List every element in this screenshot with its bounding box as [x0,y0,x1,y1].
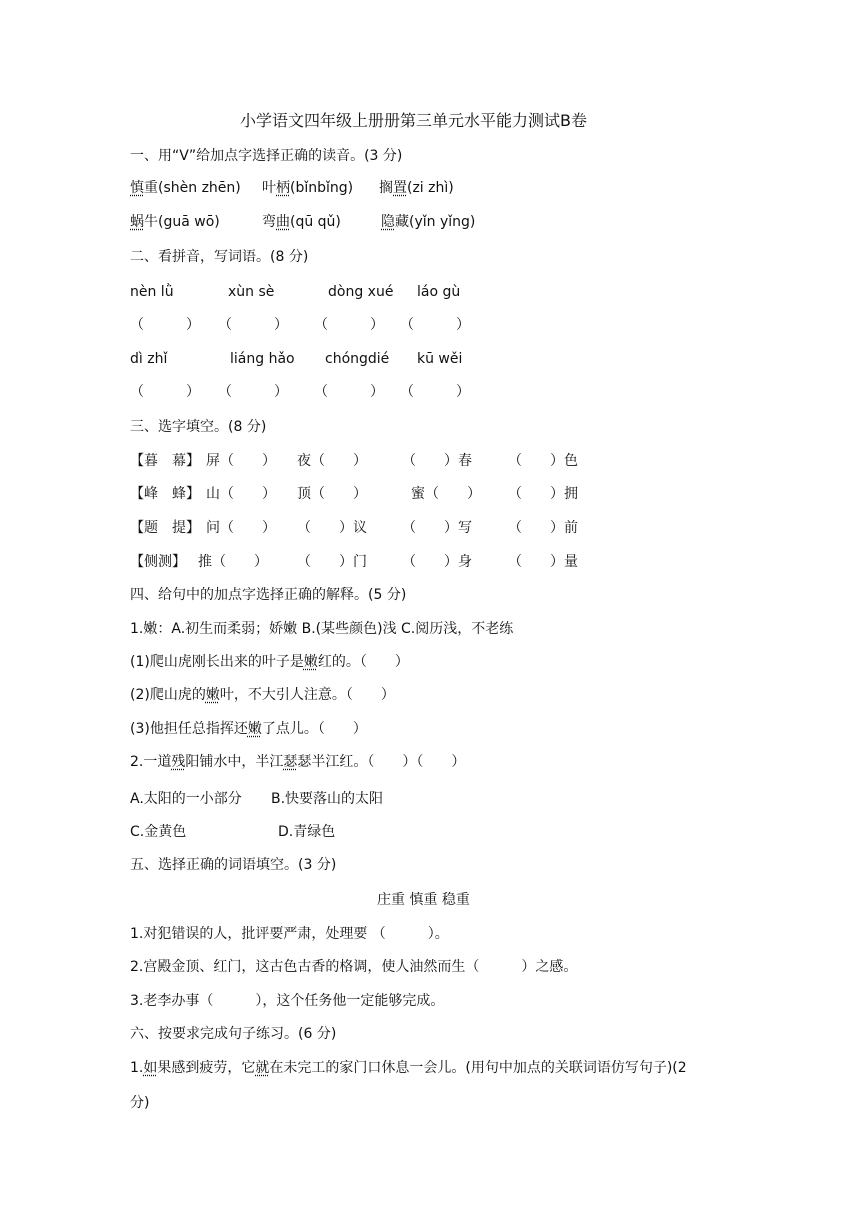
section-1-heading: 一、用“V”给加点字选择正确的读音。(3 分) [130,148,403,164]
fill-item[interactable]: （ ）身 [402,554,472,570]
fill-item[interactable]: 推（ ） [198,554,268,570]
option-d: D.青绿色 [278,824,336,840]
pinyin: dì zhǐ [130,351,168,367]
pinyin: dòng xué [328,284,394,300]
pinyin: nèn lǜ [130,284,174,300]
question-1: 1.嫩：A.初生而柔弱；娇嫩 B.(某些颜色)浅 C.阅历浅，不老练 [130,621,514,637]
fill-item[interactable]: 顶（ ） [297,486,367,502]
fill-item[interactable]: （ ）色 [508,453,578,469]
fill-item[interactable]: 蜜（ ） [411,486,481,502]
answer-blank[interactable]: （ ） [218,384,288,400]
pinyin: liáng hǎo [230,351,295,367]
s1-item: 叶柄(bǐnbǐng) [262,180,354,196]
word-choices: 庄重 慎重 稳重 [377,892,470,908]
fill-item[interactable]: （ ）门 [297,554,367,570]
question-1b: (2)爬山虎的嫩叶，不大引人注意。（ ） [130,687,395,703]
section-6-heading: 六、按要求完成句子练习。(6 分) [130,1026,337,1042]
section-4-heading: 四、给句中的加点字选择正确的解释。(5 分) [130,587,407,603]
s1-item: 隐藏(yǐn yǐng) [381,214,476,230]
answer-blank[interactable]: （ ） [400,384,470,400]
page-title: 小学语文四年级上册册第三单元水平能力测试B卷 [240,111,587,130]
char-group: 【暮 幕】 [130,453,200,469]
s1-item: 蜗牛(guā wō) [130,214,220,230]
option-a: A.太阳的一小部分 [130,791,242,807]
question-5-3: 3.老李办事（ ），这个任务他一定能够完成。 [130,993,445,1009]
s1-item: 弯曲(qū qǔ) [262,214,341,230]
char-group: 【侧测】 [130,554,186,570]
s1-item: 慎重(shèn zhēn) [130,180,241,196]
section-3-heading: 三、选字填空。(8 分) [130,419,267,435]
pinyin: chóngdié [325,351,390,367]
fill-item[interactable]: （ ）量 [508,554,578,570]
question-6-1-cont: 分) [130,1095,150,1111]
fill-item[interactable]: 问（ ） [206,520,276,536]
fill-item[interactable]: 山（ ） [206,486,276,502]
answer-blank[interactable]: （ ） [400,317,470,333]
answer-blank[interactable]: （ ） [218,317,288,333]
pinyin: kū wěi [417,351,463,367]
fill-item[interactable]: （ ）前 [508,520,578,536]
fill-item[interactable]: （ ）拥 [508,486,578,502]
option-b: B.快要落山的太阳 [271,791,384,807]
question-5-1: 1.对犯错误的人，批评要严肃，处理要 （ ）。 [130,926,449,942]
fill-item[interactable]: 屏（ ） [206,453,276,469]
char-group: 【峰 蜂】 [130,486,200,502]
fill-item[interactable]: （ ）议 [297,520,367,536]
answer-blank[interactable]: （ ） [314,317,384,333]
answer-blank[interactable]: （ ） [130,317,200,333]
question-6-1: 1.如果感到疲劳，它就在未完工的家门口休息一会儿。(用句中加点的关联词语仿写句子)(2 [130,1060,687,1076]
s1-item: 搁置(zi zhì) [379,180,454,196]
fill-item[interactable]: （ ）写 [402,520,472,536]
char-group: 【题 提】 [130,520,200,536]
pinyin: láo gù [417,284,461,300]
question-1a: (1)爬山虎刚长出来的叶子是嫩红的。（ ） [130,654,409,670]
pinyin: xùn sè [228,284,275,300]
answer-blank[interactable]: （ ） [130,384,200,400]
fill-item[interactable]: 夜（ ） [297,453,367,469]
section-2-heading: 二、看拼音，写词语。(8 分) [130,249,309,265]
fill-item[interactable]: （ ）春 [402,453,472,469]
question-2: 2.一道残阳铺水中，半江瑟瑟半江红。（ ）（ ） [130,754,466,770]
question-5-2: 2.宫殿金顶、红门，这古色古香的格调，使人油然而生（ ）之感。 [130,959,578,975]
option-c: C.金黄色 [130,824,187,840]
answer-blank[interactable]: （ ） [314,384,384,400]
section-5-heading: 五、选择正确的词语填空。(3 分) [130,857,337,873]
question-1c: (3)他担任总指挥还嫩了点儿。（ ） [130,721,367,737]
